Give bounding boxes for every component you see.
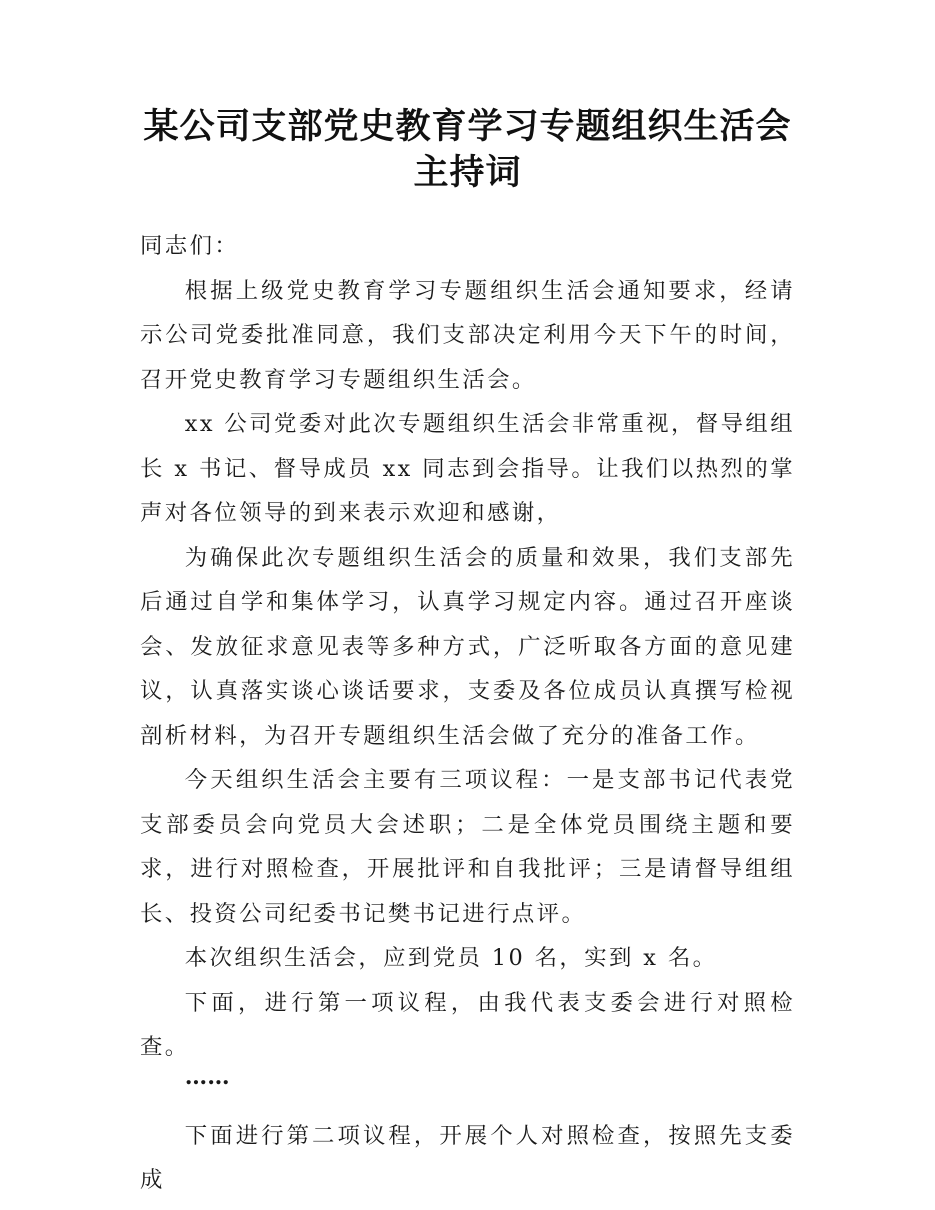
document-title: 某公司支部党史教育学习专题组织生活会主持词 [143,106,792,193]
paragraph-6: 下面，进行第一项议程，由我代表支委会进行对照检查。 [140,989,795,1060]
paragraph-4: 今天组织生活会主要有三项议程：一是支部书记代表党支部委员会向党员大会述职；二是全体党员围绕主题和要求，进行对照检查，开展批评和自我批评；三是请督导组组长、投资公司纪委书记樊书记进行点评。 [140,767,795,927]
paragraph-1: 根据上级党史教育学习专题组织生活会通知要求，经请示公司党委批准同意，我们支部决定利用今天下午的时间，召开党史教育学习专题组织生活会。 [140,277,795,393]
paragraph-3: 为确保此次专题组织生活会的质量和效果，我们支部先后通过自学和集体学习，认真学习规定内容。通过召开座谈会、发放征求意见表等多种方式，广泛听取各方面的意见建议，认真落实谈心谈话要求，支委及各位成员认真撰写检视剖析材料，为召开专题组织生活会做了充分的准备工作。 [140,544,795,749]
paragraph-5: 本次组织生活会，应到党员 10 名，实到 x 名。 [184,945,718,971]
document-body [140,224,795,1203]
paragraph-7: 下面进行第二项议程，开展个人对照检查，按照先支委成 [140,1122,795,1193]
ellipsis: …… [184,1063,230,1090]
greeting: 同志们： [140,233,240,259]
paragraph-2: xx 公司党委对此次专题组织生活会非常重视，督导组组长 x 书记、督导成员 xx 同志到会指导。让我们以热烈的掌声对各位领导的到来表示欢迎和感谢， [140,411,795,526]
